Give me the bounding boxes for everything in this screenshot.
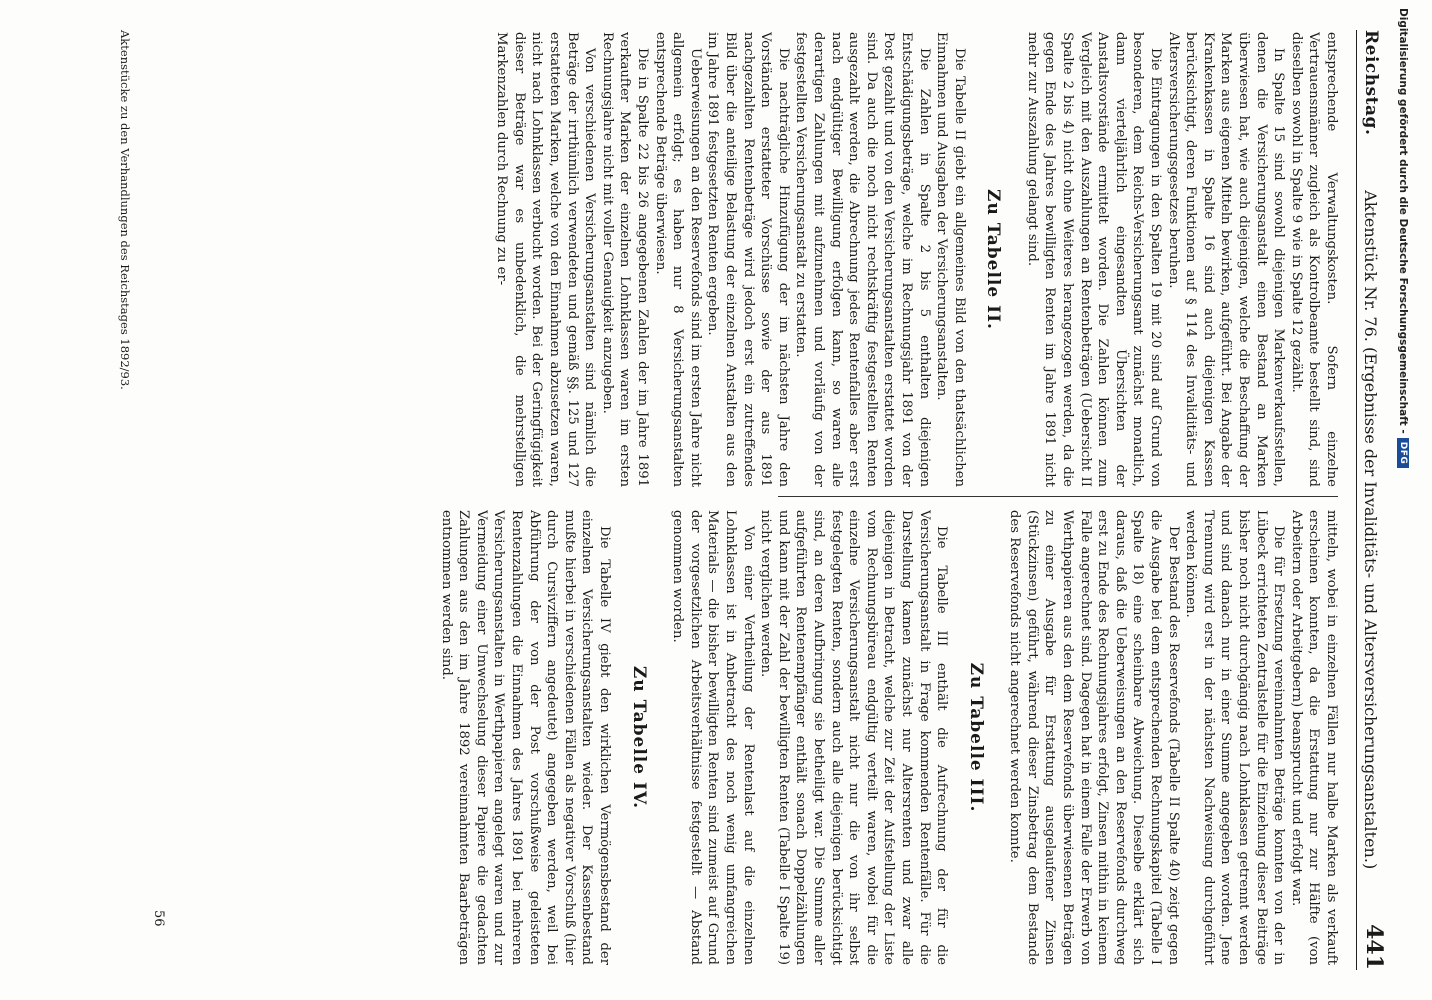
credit-text: Digitalisierung gefördert durch die Deutsche Forschungsgemeinschaft - bbox=[1397, 8, 1409, 434]
header-title: Aktenstück Nr. 76. (Ergebnisse der Invaliditäts- und Altersversicherungsanstalten.) bbox=[1361, 190, 1380, 870]
paragraph: Die in Spalte 22 bis 26 angegebenen Zahlen der im Jahre 1891 verkaufter Marken der einzelnen Lohnklassen waren im ersten Rechnungsjahre nicht mit voller Genauigkeit anzugeben. bbox=[599, 32, 651, 487]
paragraph: Die Zahlen in Spalte 2 bis 5 enthalten diejenigen Entschädigungsbeträge, welche im Rechnungsjahr 1891 von der Post gezahlt und von den Versicherungsanstalten erstattet worden sind. Da auch die noch nicht rechtskräftig festgestellten Renten ausgezahlt werden, die Abrechnung jedes Rentenfalles aber erst nach endgültiger Bewilligung erfolgen kann, so waren alle derartigen Zahlungen mit aufzunehmen und vorläufig von der festgestellten Versicherungsanstalt zu erstatten. bbox=[793, 32, 932, 487]
left-column bbox=[340, 32, 1340, 487]
section-heading: Zu Tabelle IV. bbox=[628, 665, 649, 810]
footer-citation: Aktenstücke zu den Verhandlungen des Reichstages 1892/93. bbox=[118, 30, 132, 390]
paragraph: Die Tabelle III enthält die Aufrechnung der für die Versicherungsanstalt in Frage kommenden Rentenfälle. Für die Darstellung kamen zunächst nur Altersrenten und zwar alle diejenigen in Betracht, welche zur Zeit der Aufstellung der Liste vom Rechnungsbüreau endgültig verteilt waren, wobei für die einzelne Versicherungsanstalt nicht nur die von ihr selbst festgelegten Renten, sondern auch alle diejenigen berücksichtigt sind, an deren Aufbringung sie betheiligt war. Die Summe aller aufgeführten Rentenempfänger enthält sonach Doppelzählungen und kann mit der Zahl der bewilligten Renten (Tabelle I Spalte 19) nicht verglichen werden. bbox=[758, 510, 950, 965]
dfg-logo: DFG bbox=[1397, 438, 1409, 469]
document-page bbox=[40, 20, 1400, 980]
column-divider bbox=[778, 496, 1338, 497]
right-column bbox=[340, 510, 1340, 965]
paragraph: Von einer Vertheilung der Rentenlast auf die einzelnen Lohnklassen ist in Anbetracht des noch wenig umfangreichen Materials — die bisher bewilligten Renten sind zumeist auf Grund der vorgesetzlichen Arbeitsverhältnisse festgestellt — Abstand genommen worden. bbox=[670, 510, 756, 965]
paragraph: Der Bestand des Reservefonds (Tabelle II Spalte 40) zeigt gegen die Ausgabe bei dem entsprechenden Rechnungskapitel (Tabelle I Spalte 18) eine scheinbare Abweichung. Dieselbe erklärt sich daraus, daß die Ueberweisungen an den Reservefonds durchweg erst zu Ende des Rechnungsjahres erfolgt, Zinsen mithin in keinem Falle angerechnet sind. Dagegen hat in einem Falle der Erwerb von Werthpapieren aus den dem Reservefonds überwiesenen Beträgen zu einer Ausgabe für Erstattung ausgelaufener Zinsen (Stückzinsen) geführt, während dieser Zinsbetrag dem Bestande des Reservefonds nicht angerechnet werden konnte. bbox=[1007, 510, 1181, 965]
paragraph: Die Tabelle IV giebt den wirklichen Vermögensbestand der einzelnen Versicherungsanstalten wieder. Der Kassenbestand mußte hierbei in verschiedenen Fällen als negativer Vorschuß (hier durch Cursivziffern angedeutet) angegeben werden, weil bei Abführung der von der Post vorschußweise geleisteten Rentenzahlungen die Einnahmen des Jahres 1891 bei mehreren Versicherungsanstalten in Werthpapieren angelegt waren und zur Vermeidung einer Umwechselung dieser Papiere die gedachten Zahlungen aus den im Jahre 1892 vereinnahmten Baarbeträgen entnommen werden sind. bbox=[438, 510, 613, 965]
paragraph: Die für Ersetzung vereinnahmten Beträge konnten von der in Lübeck errichteten Zentralstelle für die Einziehung dieser Beiträge bisher noch nicht durchgängig nach Lohnklassen getrennt werden und sind danach nur in einer Summe angegeben worden. Jene Trennung wird erst in der nächsten Nachweisung durchgeführt werden können. bbox=[1183, 510, 1287, 965]
header-left: Reichstag. bbox=[1361, 30, 1381, 136]
paragraph: Die nachträgliche Hinzufügung der im nächsten Jahre den Vorständen erstatteter Vorschüsse sowie der aus 1891 nachgezahlten Rentenbeträge wird jedoch erst ein zutreffendes Bild über die anteilige Belastung der einzelnen Anstalten aus den im Jahre 1891 festgesetzten Renten ergeben. bbox=[705, 32, 791, 487]
section-heading: Zu Tabelle II. bbox=[983, 189, 1004, 330]
paragraph: entsprechende Verwaltungskosten. Sofern einzelne Vertrauensmänner zugleich als Kontrolbeamte bestellt sind, sind dieselben sowohl in Spalte 9 wie in Spalte 12 gezählt. bbox=[1288, 32, 1339, 487]
page-footer bbox=[118, 30, 166, 970]
paragraph: Die Tabelle II giebt ein allgemeines Bild von den thatsächlichen Einnahmen und Ausgaben der Versicherungsanstalten. bbox=[934, 32, 967, 487]
section-heading: Zu Tabelle III. bbox=[965, 662, 986, 813]
page-code: 56 bbox=[151, 910, 166, 927]
paragraph: Die Eintragungen in den Spalten 19 mit 20 sind auf Grund von besonderen, dem Reichs-Versicherungsamt zunächst monatlich, dann vierteljährlich eingesandten Übersichten der Anstaltsvorstände ermittelt worden. Die Zahlen können zum Vergleich mit den Auszahlungen an Rentenbeträgen (Uebersicht II Spalte 2 bis 4) nicht ohne Weiteres herangezogen werden, da die gegen Ende des Jahres bewilligten Renten im Jahre 1891 nicht mehr zur Auszahlung gelangt sind. bbox=[1024, 32, 1164, 487]
page-number: 441 bbox=[1361, 924, 1387, 970]
paragraph: In Spalte 15 sind sowohl diejenigen Markenverkaufsstellen, denen die Versicherungsanstalt einen Bestand an Marken überwiesen hat, wie auch diejenigen, welche die Beschaffung der Marken aus eigenen Mitteln bewirken, aufgeführt. Bei Angabe der Krankenkassen in Spalte 16 sind auch diejenigen Kassen berücksichtigt, deren Funktionen auf § 114 des Invaliditäts- und Altersversicherungsgesetzes beruhen. bbox=[1165, 32, 1287, 487]
digitization-credit bbox=[1393, 8, 1413, 768]
paragraph: Ueberweisungen an den Reservefonds sind im ersten Jahre nicht allgemein erfolgt; es haben nur 8 Versicherungsanstalten entsprechende Beträge überwiesen. bbox=[652, 32, 703, 487]
paragraph: mitteln, wobei in einzelnen Fällen nur halbe Marken als verkauft erscheinen konnten, da die Erstattung nur zur Hälfte (von Arbeitern oder Arbeitgebern) beansprucht und erfolgt war. bbox=[1288, 510, 1339, 965]
paragraph: Von verschiedenen Versicherungsanstalten sind nämlich die Beträge der irrthümlich verwendeten und gemäß §§. 125 und 127 erstatteten Marken, welche von den Einnahmen abzusetzen waren, nicht nach Lohnklassen verbucht worden. Bei der Geringfügigkeit dieser Beträge war es unbedenklich, die mehrstelligen Markenzahlen durch Rechnung zu er- bbox=[494, 32, 598, 487]
